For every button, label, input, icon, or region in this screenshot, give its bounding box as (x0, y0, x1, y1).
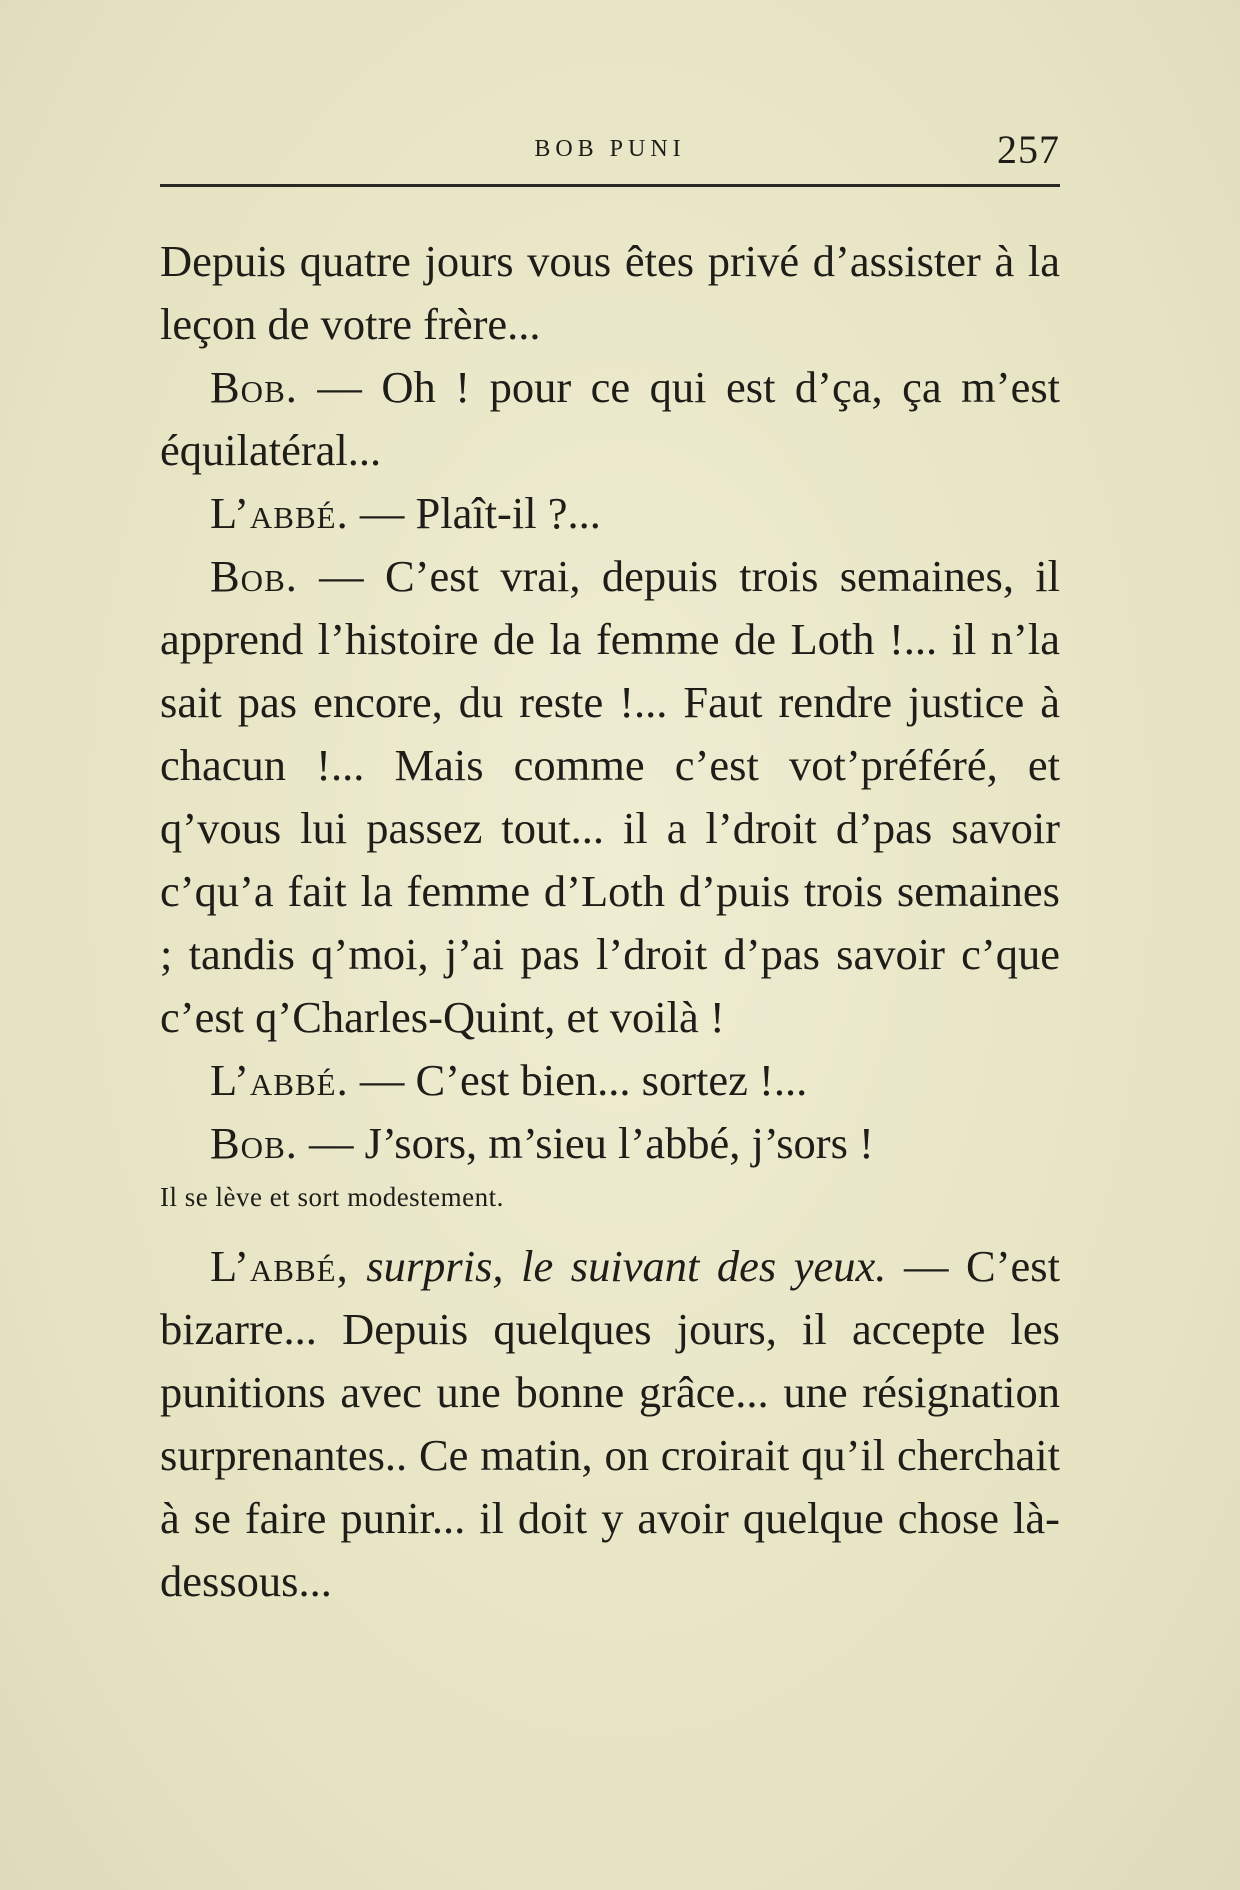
dialogue-text: — Plaît-il ?... (348, 488, 601, 538)
paragraph-2 (160, 356, 1060, 482)
speaker-name: Bob. (210, 551, 298, 601)
dialogue-text: — C’est vrai, depuis trois semaines, il apprend l’histoire de la femme de Loth !... il n’la sait pas encore, du reste !... Faut rendre justice à chacun !... Mais comme c’est vot’préféré, et q’vous lui passez tout... il a l’droit d’pas savoir c’qu’a fait la femme d’Loth d’puis trois semaines ; tandis q’moi, j’ai pas l’droit d’pas savoir c’que c’est q’Charles-Quint, et voilà ! (160, 551, 1060, 1042)
dialogue-text: — Oh ! pour ce qui est d’ça, ça m’est équilatéral... (160, 362, 1060, 475)
running-title: BOB PUNI (534, 136, 686, 162)
speaker-name: Bob. (210, 362, 298, 412)
book-page (160, 118, 1060, 1613)
running-header (160, 118, 1060, 180)
paragraph-5 (160, 1049, 1060, 1112)
dialogue-text: — J’sors, m’sieu l’abbé, j’sors ! (297, 1118, 874, 1168)
dialogue-text: — C’est bien... sortez !... (348, 1055, 808, 1105)
paragraph-4 (160, 545, 1060, 1049)
paragraph-6 (160, 1112, 1060, 1175)
page-number: 257 (997, 127, 1060, 172)
body-text (160, 230, 1060, 1613)
dialogue-text: — C’est bizarre... Depuis quelques jours, il accepte les punitions avec une bonne grâce... une résignation surprenantes.. Ce matin, on croirait qu’il cherchait à se faire punir... il doit y avoir quelque chose là-dessous... (160, 1241, 1060, 1606)
header-rule (160, 184, 1060, 187)
inline-direction: surpris, le suivant des yeux. (348, 1241, 887, 1291)
speaker-name: L’abbé. (210, 1055, 349, 1105)
speaker-name: L’abbé. (210, 488, 349, 538)
stage-direction: Il se lève et sort modestement. (160, 1182, 504, 1212)
paragraph-3 (160, 482, 1060, 545)
paragraph-7 (160, 1235, 1060, 1613)
speaker-name: L’abbé, (210, 1241, 349, 1291)
paragraph-1: Depuis quatre jours vous êtes privé d’assister à la leçon de votre frère... (160, 236, 1060, 349)
speaker-name: Bob. (210, 1118, 298, 1168)
